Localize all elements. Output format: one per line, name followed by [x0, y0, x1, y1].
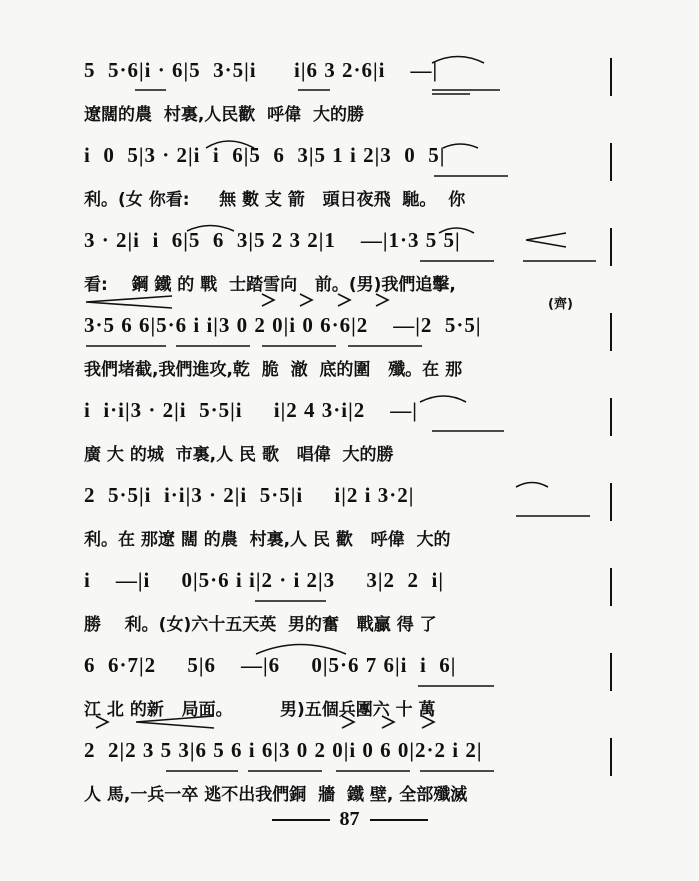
score-system [84, 483, 614, 563]
lyrics-line: 利。(女 你看: 無 數 支 箭 頭日夜飛 馳。 你 [84, 190, 466, 210]
score-system [84, 313, 614, 393]
score-system [84, 653, 614, 733]
notation-line: i i·i|3 · 2|i 5·5|i i|2 4 3·i|2 —| [84, 398, 418, 422]
lyrics-line: 江 北 的新 局面。 男)五個兵團六 十 萬 [84, 700, 436, 720]
lyrics-line: 我們堵截,我們進攻,乾 脆 澈 底的圍 殲。在 那 [84, 360, 463, 380]
footer-rule [272, 819, 330, 821]
lyrics-line: 看: 鋼 鐵 的 戰 士踏雪向 前。(男)我們追擊, [84, 275, 456, 295]
notation-line: 3·5 6 6|5·6 i i|3 0 2 0|i 0 6·6|2 —|2 5·5| [84, 313, 482, 337]
dynamics-annotation: (齊) [548, 297, 573, 312]
lyrics-line: 廣 大 的城 市裏,人 民 歌 唱偉 大的勝 [84, 445, 394, 465]
score-system [84, 228, 614, 308]
notation-line: 5 5·6|i · 6|5 3·5|i i|6 3 2·6|i —| [84, 58, 439, 82]
lyrics-line: 勝 利。(女)六十五天英 男的奮 戰贏 得 了 [84, 615, 437, 635]
score-system [84, 58, 614, 138]
notation-line: i —|i 0|5·6 i i|2 · i 2|3 3|2 2 i| [84, 568, 445, 592]
notation-line: i 0 5|3 · 2|i i 6|5 6 3|5 1 i 2|3 0 5| [84, 143, 446, 167]
lyrics-line: 利。在 那遼 闊 的農 村裏,人 民 歡 呼偉 大的 [84, 530, 451, 550]
lyrics-line: 遼闊的農 村裏,人民歡 呼偉 大的勝 [84, 105, 364, 125]
lyrics-line: 人 馬,一兵一卒 逃不出我們銅 牆 鐵 壁, 全部殲滅 [84, 785, 468, 805]
page-number: 87 [339, 808, 360, 830]
notation-line: 6 6·7|2 5|6 —|6 0|5·6 7 6|i i 6| [84, 653, 457, 677]
score-system [84, 143, 614, 223]
notation-line: 2 2|2 3 5 3|6 5 6 i 6|3 0 2 0|i 0 6 0|2·2 i 2| [84, 738, 483, 762]
score-system [84, 398, 614, 478]
footer-rule [370, 819, 428, 821]
page-number-footer [0, 808, 699, 831]
notation-line: 3 · 2|i i 6|5 6 3|5 2 3 2|1 —|1·3 5 5| [84, 228, 461, 252]
notation-line: 2 5·5|i i·i|3 · 2|i 5·5|i i|2 i 3·2| [84, 483, 415, 507]
score-system [84, 568, 614, 648]
score-system [84, 738, 614, 818]
